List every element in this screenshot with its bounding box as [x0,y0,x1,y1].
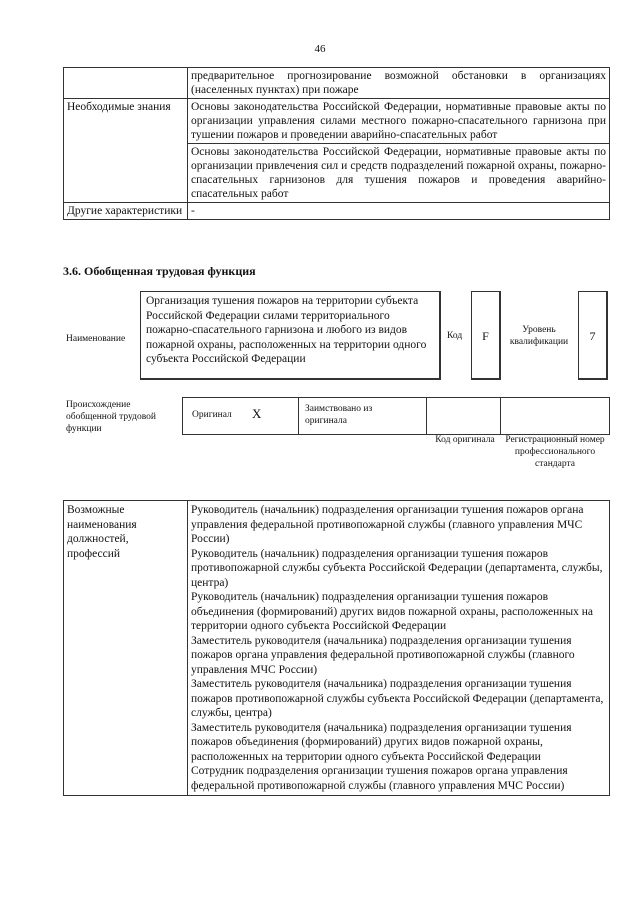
table-row [64,68,610,99]
row-cell: Основы законодательства Российской Федерации, нормативные правовые акты по организации управления силами местного пожарно-спасательного гарнизона при тушении пожаров и проведении аварийно-спасательных работ [188,99,610,144]
list-item: Заместитель руководителя (начальника) подразделения организации тушения пожаров противопожарной службы субъекта Российской Федерации (департамента, службы, центра) [191,678,604,719]
table-row [64,99,610,144]
row-label: Необходимые знания [64,99,188,203]
origin-label: Происхождение обобщенной трудовой функции [66,400,156,434]
list-item: Руководитель (начальник) подразделения организации тушения пожаров объединения (формирований) других видов пожарной охраны, расположенных на территории одного субъекта Российской Федерации [191,591,594,632]
level-value-box: 7 [578,291,608,380]
origin-cell-code [427,398,501,434]
positions-label: Возможные наименования должностей, профессий [64,501,188,796]
row-cell: предварительное прогнозирование возможной обстановки в организациях (населенных пунктах) при пожаре [188,68,610,99]
table-row [64,203,610,220]
row-label [64,68,188,99]
original-mark: X [252,406,262,421]
code-label: Код [447,331,463,341]
page-number: 46 [314,43,326,55]
registration-caption: Регистрационный номер профессионального стандарта [505,435,605,469]
row-cell: - [188,203,610,220]
level-label: Уровень квалификации [509,325,569,347]
function-name-box: Организация тушения пожаров на территории субъекта Российской Федерации силами территориального пожарно-спасательного гарнизона и любого из видов пожарной охраны, расположенных на территории одного субъекта Российской Федерации [140,291,441,380]
row-label: Другие характеристики [64,203,188,220]
list-item: Руководитель (начальник) подразделения организации тушения пожаров органа управления федеральной противопожарной службы (главного управления МЧС России) [191,504,584,545]
code-value-box: F [471,291,501,380]
origin-cell-reg [501,398,609,434]
list-item: Руководитель (начальник) подразделения организации тушения пожаров противопожарной службы субъекта Российской Федерации (департамента, службы, центра) [191,547,603,589]
borrowed-label: Заимствовано из оригинала [305,404,373,426]
row-cell: Основы законодательства Российской Федерации, нормативные правовые акты по организации привлечения сил и средств подразделений пожарной охраны, пожарно-спасательных гарнизонов для тушения пожаров и проведения аварийно-спасательных работ [188,144,610,203]
list-item: Заместитель руководителя (начальника) подразделения организации тушения пожаров объединения (формирований) других видов пожарной охраны, расположенных на территории одного субъекта Российской Федерации [191,721,572,763]
name-label: Наименование [66,334,126,344]
section-title: 3.6. Обобщенная трудовая функция [63,264,256,278]
table-row [64,501,610,796]
list-item: Сотрудник подразделения организации тушения пожаров органа управления федеральной противопожарной службы (главного управления МЧС России) [191,765,568,792]
positions-list [188,501,610,796]
knowledge-table [63,67,610,220]
code-original-caption: Код оригинала [435,435,495,445]
positions-table [63,500,610,796]
original-label: Оригинал [192,410,232,420]
list-item: Заместитель руководителя (начальника) подразделения организации тушения пожаров органа управления федеральной противопожарной службы (главного управления МЧС России) [191,634,575,676]
